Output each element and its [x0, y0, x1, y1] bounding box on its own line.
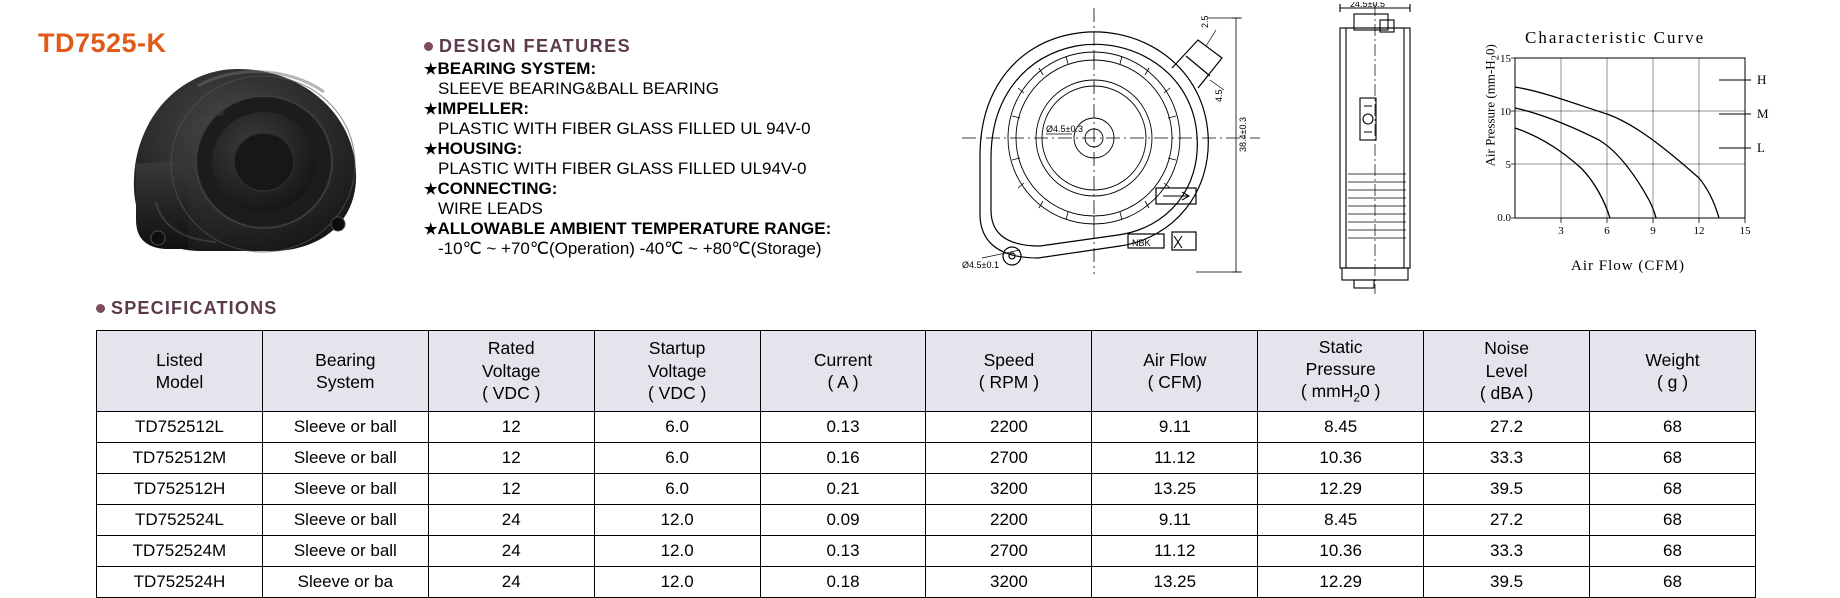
cell-startup-voltage: 6.0 [594, 412, 760, 443]
svg-text:2.5: 2.5 [1200, 15, 1210, 28]
svg-text:12: 12 [1693, 225, 1705, 237]
cell-startup-voltage: 6.0 [594, 474, 760, 505]
cell-bearing: Sleeve or ball [262, 505, 428, 536]
feature-label: ★BEARING SYSTEM: [424, 59, 597, 78]
svg-text:15: 15 [1500, 53, 1511, 65]
svg-text:0.0: 0.0 [1497, 212, 1511, 224]
cell-rated-voltage: 24 [428, 567, 594, 598]
cell-weight: 68 [1590, 505, 1756, 536]
cell-current: 0.18 [760, 567, 926, 598]
cell-rated-voltage: 12 [428, 474, 594, 505]
svg-text:3: 3 [1558, 225, 1564, 237]
cell-speed: 2700 [926, 443, 1092, 474]
col-header-noise-level: Noise Level ( dBA ) [1424, 331, 1590, 412]
design-features-block [424, 36, 984, 259]
cell-air-flow: 9.11 [1092, 505, 1258, 536]
cell-startup-voltage: 12.0 [594, 567, 760, 598]
cell-model: TD752524L [97, 505, 263, 536]
cell-speed: 2700 [926, 536, 1092, 567]
table-row [97, 412, 1756, 443]
svg-text:5: 5 [1505, 159, 1511, 171]
svg-text:4.5: 4.5 [1214, 89, 1224, 102]
svg-text:15: 15 [1739, 225, 1751, 237]
svg-text:Ø4.5±0.1: Ø4.5±0.1 [962, 260, 999, 270]
cell-air-flow: 13.25 [1092, 567, 1258, 598]
cell-current: 0.16 [760, 443, 926, 474]
specifications-heading: SPECIFICATIONS [96, 298, 277, 319]
page-title: TD7525-K [38, 28, 167, 58]
feature-label: ★ALLOWABLE AMBIENT TEMPERATURE RANGE: [424, 219, 832, 239]
feature-label: ★IMPELLER: [424, 99, 530, 119]
cell-air-flow: 11.12 [1092, 536, 1258, 567]
table-row [97, 505, 1756, 536]
design-features-heading: DESIGN FEATURES [424, 36, 984, 57]
cell-model: TD752512L [97, 412, 263, 443]
cell-rated-voltage: 24 [428, 536, 594, 567]
cell-air-flow: 11.12 [1092, 443, 1258, 474]
cell-noise: 39.5 [1424, 567, 1590, 598]
cell-noise: 33.3 [1424, 443, 1590, 474]
cell-static-pressure: 8.45 [1258, 505, 1424, 536]
cell-air-flow: 9.11 [1092, 412, 1258, 443]
technical-drawing-side-view [1320, 2, 1450, 307]
star-icon: ★ [424, 61, 438, 78]
feature-value: SLEEVE BEARING&BALL BEARING [438, 79, 719, 99]
cell-rated-voltage: 24 [428, 505, 594, 536]
cell-speed: 3200 [926, 474, 1092, 505]
chart-title: Characteristic Curve [1525, 28, 1706, 47]
cell-static-pressure: 8.45 [1258, 412, 1424, 443]
cell-noise: 27.2 [1424, 505, 1590, 536]
table-row [97, 474, 1756, 505]
bullet-icon [96, 304, 105, 313]
cell-bearing: Sleeve or ba [262, 567, 428, 598]
cell-static-pressure: 10.36 [1258, 443, 1424, 474]
legend-label-m: M [1757, 106, 1769, 121]
col-header-static-pressure: Static Pressure ( mmH$_2$0 ) [1258, 331, 1424, 412]
cell-current: 0.21 [760, 474, 926, 505]
svg-text:10: 10 [1500, 106, 1511, 118]
star-icon: ★ [424, 221, 438, 239]
cell-model: TD752524M [97, 536, 263, 567]
cell-weight: 68 [1590, 443, 1756, 474]
table-header-row [97, 331, 1756, 412]
star-icon: ★ [424, 141, 438, 159]
cell-static-pressure: 12.29 [1258, 567, 1424, 598]
cell-speed: 2200 [926, 412, 1092, 443]
chart-ylabel: Air Pressure $(mm-H_20)$ [1482, 44, 1502, 167]
cell-noise: 33.3 [1424, 536, 1590, 567]
svg-text:Ø4.5±0.3: Ø4.5±0.3 [1046, 124, 1083, 134]
legend-label-h: H [1757, 72, 1767, 87]
cell-startup-voltage: 12.0 [594, 536, 760, 567]
col-header-listed-model: Listed Model [97, 331, 263, 412]
cell-model: TD752512M [97, 443, 263, 474]
cell-weight: 68 [1590, 412, 1756, 443]
table-row [97, 536, 1756, 567]
legend-label-l: L [1757, 140, 1765, 155]
specifications-table [96, 330, 1756, 598]
table-row [97, 443, 1756, 474]
cell-noise: 39.5 [1424, 474, 1590, 505]
table-row [97, 567, 1756, 598]
cell-current: 0.13 [760, 536, 926, 567]
cell-current: 0.09 [760, 505, 926, 536]
col-header-weight: Weight ( g ) [1590, 331, 1756, 412]
technical-drawing-front-view [960, 6, 1310, 306]
chart-xlabel: Air Flow (CFM) [1570, 258, 1685, 274]
cell-current: 0.13 [760, 412, 926, 443]
cell-bearing: Sleeve or ball [262, 474, 428, 505]
cell-static-pressure: 10.36 [1258, 536, 1424, 567]
cell-weight: 68 [1590, 567, 1756, 598]
cell-rated-voltage: 12 [428, 443, 594, 474]
cell-weight: 68 [1590, 536, 1756, 567]
feature-value: -10℃ ~ +70℃(Operation) -40℃ ~ +80℃(Storage) [438, 239, 822, 259]
svg-text:24.5±0.5: 24.5±0.5 [1350, 2, 1385, 9]
svg-text:NBK: NBK [1132, 238, 1151, 248]
cell-startup-voltage: 12.0 [594, 505, 760, 536]
col-header-current: Current ( A ) [760, 331, 926, 412]
col-header-speed: Speed ( RPM ) [926, 331, 1092, 412]
col-header-bearing-system: Bearing System [262, 331, 428, 412]
feature-label: ★HOUSING: [424, 139, 523, 159]
feature-value: PLASTIC WITH FIBER GLASS FILLED UL 94V-0 [438, 119, 811, 139]
cell-rated-voltage: 12 [428, 412, 594, 443]
svg-text:9: 9 [1650, 225, 1656, 237]
cell-startup-voltage: 6.0 [594, 443, 760, 474]
svg-text:38.4±0.3: 38.4±0.3 [1238, 117, 1248, 152]
cell-bearing: Sleeve or ball [262, 412, 428, 443]
characteristic-curve-chart [1455, 18, 1825, 288]
cell-noise: 27.2 [1424, 412, 1590, 443]
cell-static-pressure: 12.29 [1258, 474, 1424, 505]
cell-bearing: Sleeve or ball [262, 443, 428, 474]
cell-model: TD752524H [97, 567, 263, 598]
cell-weight: 68 [1590, 474, 1756, 505]
feature-label: ★CONNECTING: [424, 179, 558, 199]
bullet-icon [424, 42, 433, 51]
cell-bearing: Sleeve or ball [262, 536, 428, 567]
star-icon: ★ [424, 181, 438, 199]
specifications-table-wrap [96, 330, 1756, 598]
col-header-rated-voltage: Rated Voltage ( VDC ) [428, 331, 594, 412]
svg-text:6: 6 [1604, 225, 1610, 237]
cell-speed: 2200 [926, 505, 1092, 536]
fan-product-photo [128, 52, 398, 257]
feature-value: PLASTIC WITH FIBER GLASS FILLED UL94V-0 [438, 159, 807, 179]
star-icon: ★ [424, 101, 438, 119]
col-header-startup-voltage: Startup Voltage ( VDC ) [594, 331, 760, 412]
cell-model: TD752512H [97, 474, 263, 505]
cell-air-flow: 13.25 [1092, 474, 1258, 505]
cell-speed: 3200 [926, 567, 1092, 598]
feature-value: WIRE LEADS [438, 199, 543, 219]
col-header-air-flow: Air Flow ( CFM) [1092, 331, 1258, 412]
